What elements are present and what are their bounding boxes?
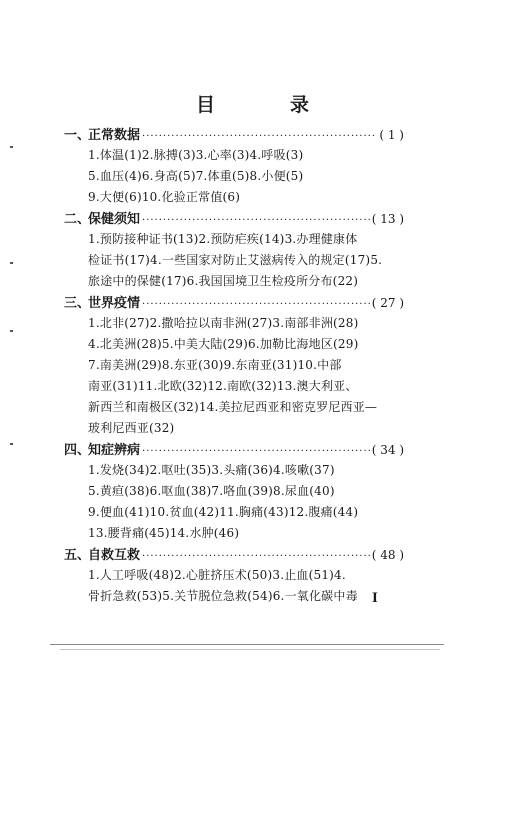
section-number: 一、 [64, 128, 91, 143]
section-title: 保健须知 [88, 212, 141, 227]
dot-leader [142, 131, 377, 142]
entry-line: 9.大便(6)10.化验正常值(6) [88, 190, 241, 204]
scan-edge-line [60, 649, 440, 650]
section-page-number: ( 34 ) [371, 443, 404, 457]
dot-leader [142, 215, 370, 226]
dot-leader [142, 299, 370, 310]
entry-line: 南亚(31)11.北欧(32)12.南欧(32)13.澳大利亚、 [88, 379, 358, 393]
section-number: 五、 [64, 548, 91, 563]
section-title: 知症辨病 [88, 443, 141, 458]
margin-mark [10, 443, 13, 445]
margin-mark [10, 146, 13, 148]
section-title: 世界疫情 [88, 296, 141, 311]
scan-edge-line [50, 644, 444, 645]
section-title: 自救互救 [88, 548, 141, 563]
section-page-number: ( 1 ) [379, 128, 404, 142]
section-heading [64, 439, 404, 460]
section-number: 二、 [64, 212, 91, 227]
section-heading [64, 544, 404, 565]
entry-line: 旅途中的保健(17)6.我国国境卫生检疫所分布(22) [88, 274, 359, 288]
entry-line: 5.血压(4)6.身高(5)7.体重(5)8.小便(5) [88, 169, 304, 183]
toc-section [64, 544, 404, 607]
dot-leader [142, 446, 370, 457]
entry-line: 4.北美洲(28)5.中美大陆(29)6.加勒比海地区(29) [88, 337, 359, 351]
entry-line: 玻利尼西亚(32) [88, 421, 175, 435]
page-folio: I [372, 590, 378, 606]
toc-section [64, 292, 404, 439]
page-title: 目 录 [195, 94, 337, 116]
entry-line: 13.腰背痛(45)14.水肿(46) [88, 526, 240, 540]
entry-line: 新西兰和南极区(32)14.美拉尼西亚和密克罗尼西亚— [88, 400, 378, 414]
section-number: 三、 [64, 296, 91, 311]
toc-section [64, 124, 404, 208]
entry-line: 1.预防接种证书(13)2.预防疟疾(14)3.办理健康体 [88, 232, 358, 246]
section-page-number: ( 13 ) [371, 212, 404, 226]
section-heading [64, 124, 404, 145]
entry-line: 检证书(17)4.一些国家对防止艾滋病传入的规定(17)5. [88, 253, 383, 267]
section-heading [64, 208, 404, 229]
entry-line: 骨折急救(53)5.关节脱位急救(54)6.一氧化碳中毒 [88, 589, 358, 603]
entry-line: 1.发烧(34)2.呕吐(35)3.头痛(36)4.咳嗽(37) [88, 463, 335, 477]
margin-mark [10, 330, 13, 332]
entry-line: 1.体温(1)2.脉搏(3)3.心率(3)4.呼吸(3) [88, 148, 304, 162]
section-number: 四、 [64, 443, 91, 458]
section-title: 正常数据 [88, 128, 141, 143]
section-heading [64, 292, 404, 313]
entry-line: 5.黄疸(38)6.呕血(38)7.咯血(39)8.尿血(40) [88, 484, 335, 498]
entry-line: 1.人工呼吸(48)2.心脏挤压术(50)3.止血(51)4. [88, 568, 346, 582]
section-page-number: ( 48 ) [371, 548, 404, 562]
dot-leader [142, 551, 370, 562]
table-of-contents [64, 124, 404, 607]
entry-line: 7.南美洲(29)8.东亚(30)9.东南亚(31)10.中部 [88, 358, 342, 372]
toc-section [64, 439, 404, 544]
entry-line: 1.北非(27)2.撒哈拉以南非洲(27)3.南部非洲(28) [88, 316, 359, 330]
section-page-number: ( 27 ) [371, 296, 404, 310]
margin-mark [10, 262, 13, 264]
toc-section [64, 208, 404, 292]
entry-line: 9.便血(41)10.贫血(42)11.胸痛(43)12.腹痛(44) [88, 505, 359, 519]
